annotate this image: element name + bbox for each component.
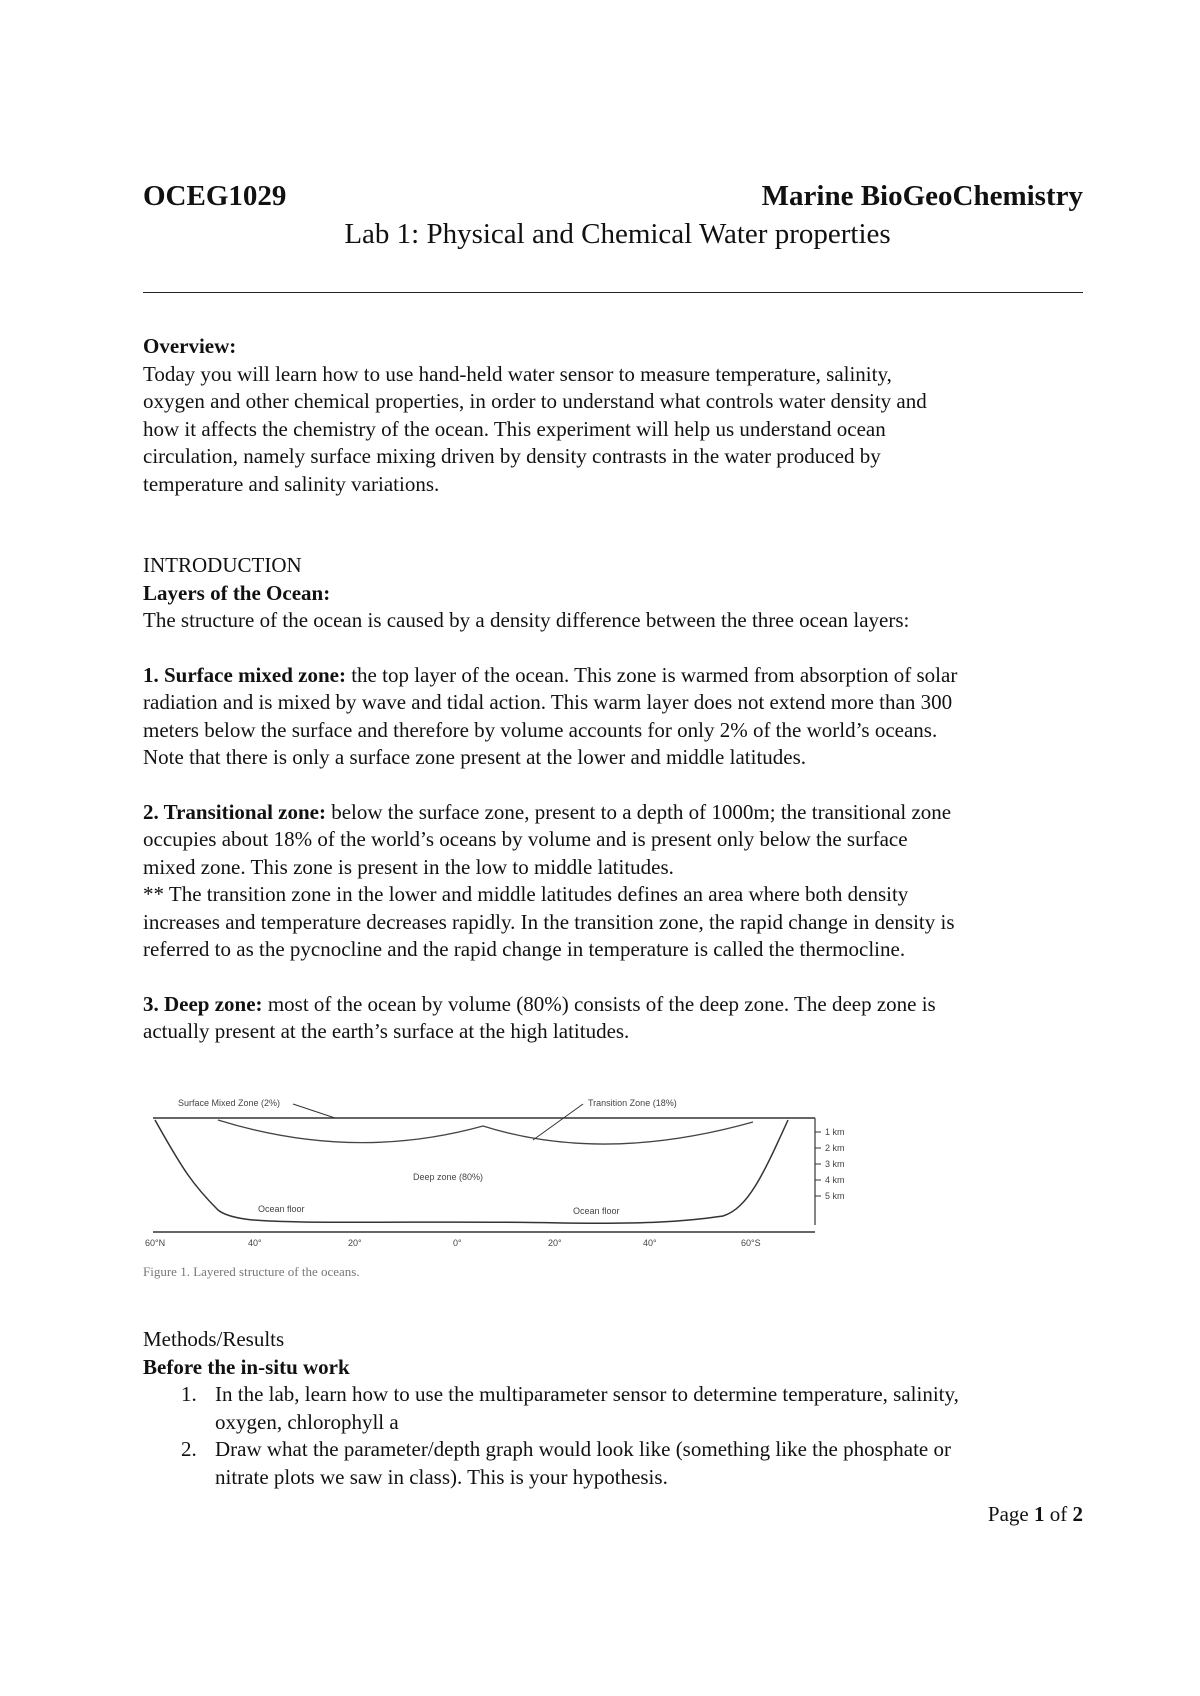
zone2-line: ** The transition zone in the lower and middle latitudes defines an area where both density (143, 882, 909, 906)
page-number: Page 1 of 2 (987, 1502, 1083, 1526)
zone3-line: actually present at the earth’s surface at the high latitudes. (143, 1019, 630, 1043)
latitude-tick-label: 60°N (145, 1238, 166, 1248)
methods-steps (143, 1381, 1083, 1491)
overview-line: oxygen and other chemical properties, in order to understand what controls water density and (143, 389, 927, 413)
step-number: 2. (181, 1437, 197, 1461)
latitude-tick-label: 40° (248, 1238, 262, 1248)
lab-title: Lab 1: Physical and Chemical Water properties (344, 218, 891, 250)
transition-zone-label: Transition Zone (18%) (588, 1098, 677, 1108)
step-number: 1. (181, 1382, 197, 1406)
zone2-line: referred to as the pycnocline and the rapid change in temperature is called the thermocline. (143, 937, 906, 961)
transition-label-pointer (533, 1104, 583, 1140)
zone2-line: mixed zone. This zone is present in the low to middle latitudes. (143, 854, 674, 879)
course-code: OCEG1029 (143, 180, 287, 212)
zone2-line: occupies about 18% of the world’s oceans by volume and is present only below the surface (143, 827, 908, 851)
zone1-label: 1. Surface mixed zone: (143, 662, 346, 687)
zone3-first-line: 3. Deep zone: most of the ocean by volume (80%) consists of the deep zone. The deep zone is (143, 991, 936, 1016)
latitude-tick-label: 20° (348, 1238, 362, 1248)
overview-line: how it affects the chemistry of the ocean. This experiment will help us understand ocean (143, 416, 886, 441)
latitude-tick-label: 60°S (741, 1238, 761, 1248)
depth-tick-label: 5 km (825, 1191, 845, 1201)
figure-caption: Figure 1. Layered structure of the oceans. (143, 1264, 360, 1279)
surface-zone-label: Surface Mixed Zone (2%) (178, 1098, 281, 1108)
depth-tick-marks (815, 1132, 821, 1196)
overview-line: temperature and salinity variations. (143, 471, 440, 496)
depth-tick-label: 1 km (825, 1127, 845, 1137)
zone1-first-line: 1. Surface mixed zone: the top layer of the ocean. This zone is warmed from absorption of solar (143, 662, 958, 687)
surface-label-pointer (293, 1104, 335, 1118)
zone2-label: 2. Transitional zone: (143, 799, 326, 824)
latitude-tick-label: 40° (643, 1238, 657, 1248)
overview-line: circulation, namely surface mixing driven by density contrasts in the water produced by (143, 444, 881, 468)
zone2-first-line: 2. Transitional zone: below the surface zone, present to a depth of 1000m; the transitional zone (143, 799, 952, 824)
ocean-floor-label-right: Ocean floor (573, 1206, 620, 1216)
methods-heading: Methods/Results (143, 1327, 285, 1351)
methods-section (143, 1326, 1083, 1491)
depth-tick-label: 3 km (825, 1159, 845, 1169)
main-text (143, 333, 1083, 1046)
course-name: Marine BioGeoChemistry (761, 180, 1083, 212)
zone1-line: Note that there is only a surface zone present at the lower and middle latitudes. (143, 745, 807, 769)
overview-heading: Overview: (143, 334, 237, 358)
layers-subheading: Layers of the Ocean: (143, 580, 331, 605)
zone1-line: meters below the surface and therefore by volume accounts for only 2% of the world’s oceans. (143, 717, 938, 742)
introduction-heading: INTRODUCTION (143, 553, 302, 577)
ocean-layers-figure (143, 1080, 863, 1302)
introduction-lead: The structure of the ocean is caused by a density difference between the three ocean layers: (143, 608, 910, 632)
header-divider (143, 292, 1083, 293)
list-item: 2. Draw what the parameter/depth graph would look like (something like the phosphate or nitrate plots we saw in class). This is your hypothesis. (181, 1437, 951, 1489)
depth-tick-label: 4 km (825, 1175, 845, 1185)
zone2-line: increases and temperature decreases rapidly. In the transition zone, the rapid change in density is (143, 909, 955, 934)
zone1-line: radiation and is mixed by wave and tidal action. This warm layer does not extend more than 300 (143, 690, 953, 714)
overview-line: Today you will learn how to use hand-held water sensor to measure temperature, salinity, (143, 361, 892, 386)
transition-zone-boundary (218, 1120, 753, 1144)
methods-subheading: Before the in-situ work (143, 1354, 350, 1379)
depth-tick-label: 2 km (825, 1143, 845, 1153)
latitude-tick-label: 0° (453, 1238, 462, 1248)
deep-zone-label: Deep zone (80%) (413, 1172, 484, 1182)
list-item: 1. In the lab, learn how to use the multiparameter sensor to determine temperature, salinity, oxygen, chlorophyll a (181, 1382, 959, 1434)
latitude-tick-label: 20° (548, 1238, 562, 1248)
ocean-floor-label-left: Ocean floor (258, 1204, 305, 1214)
zone3-label: 3. Deep zone: (143, 991, 263, 1016)
